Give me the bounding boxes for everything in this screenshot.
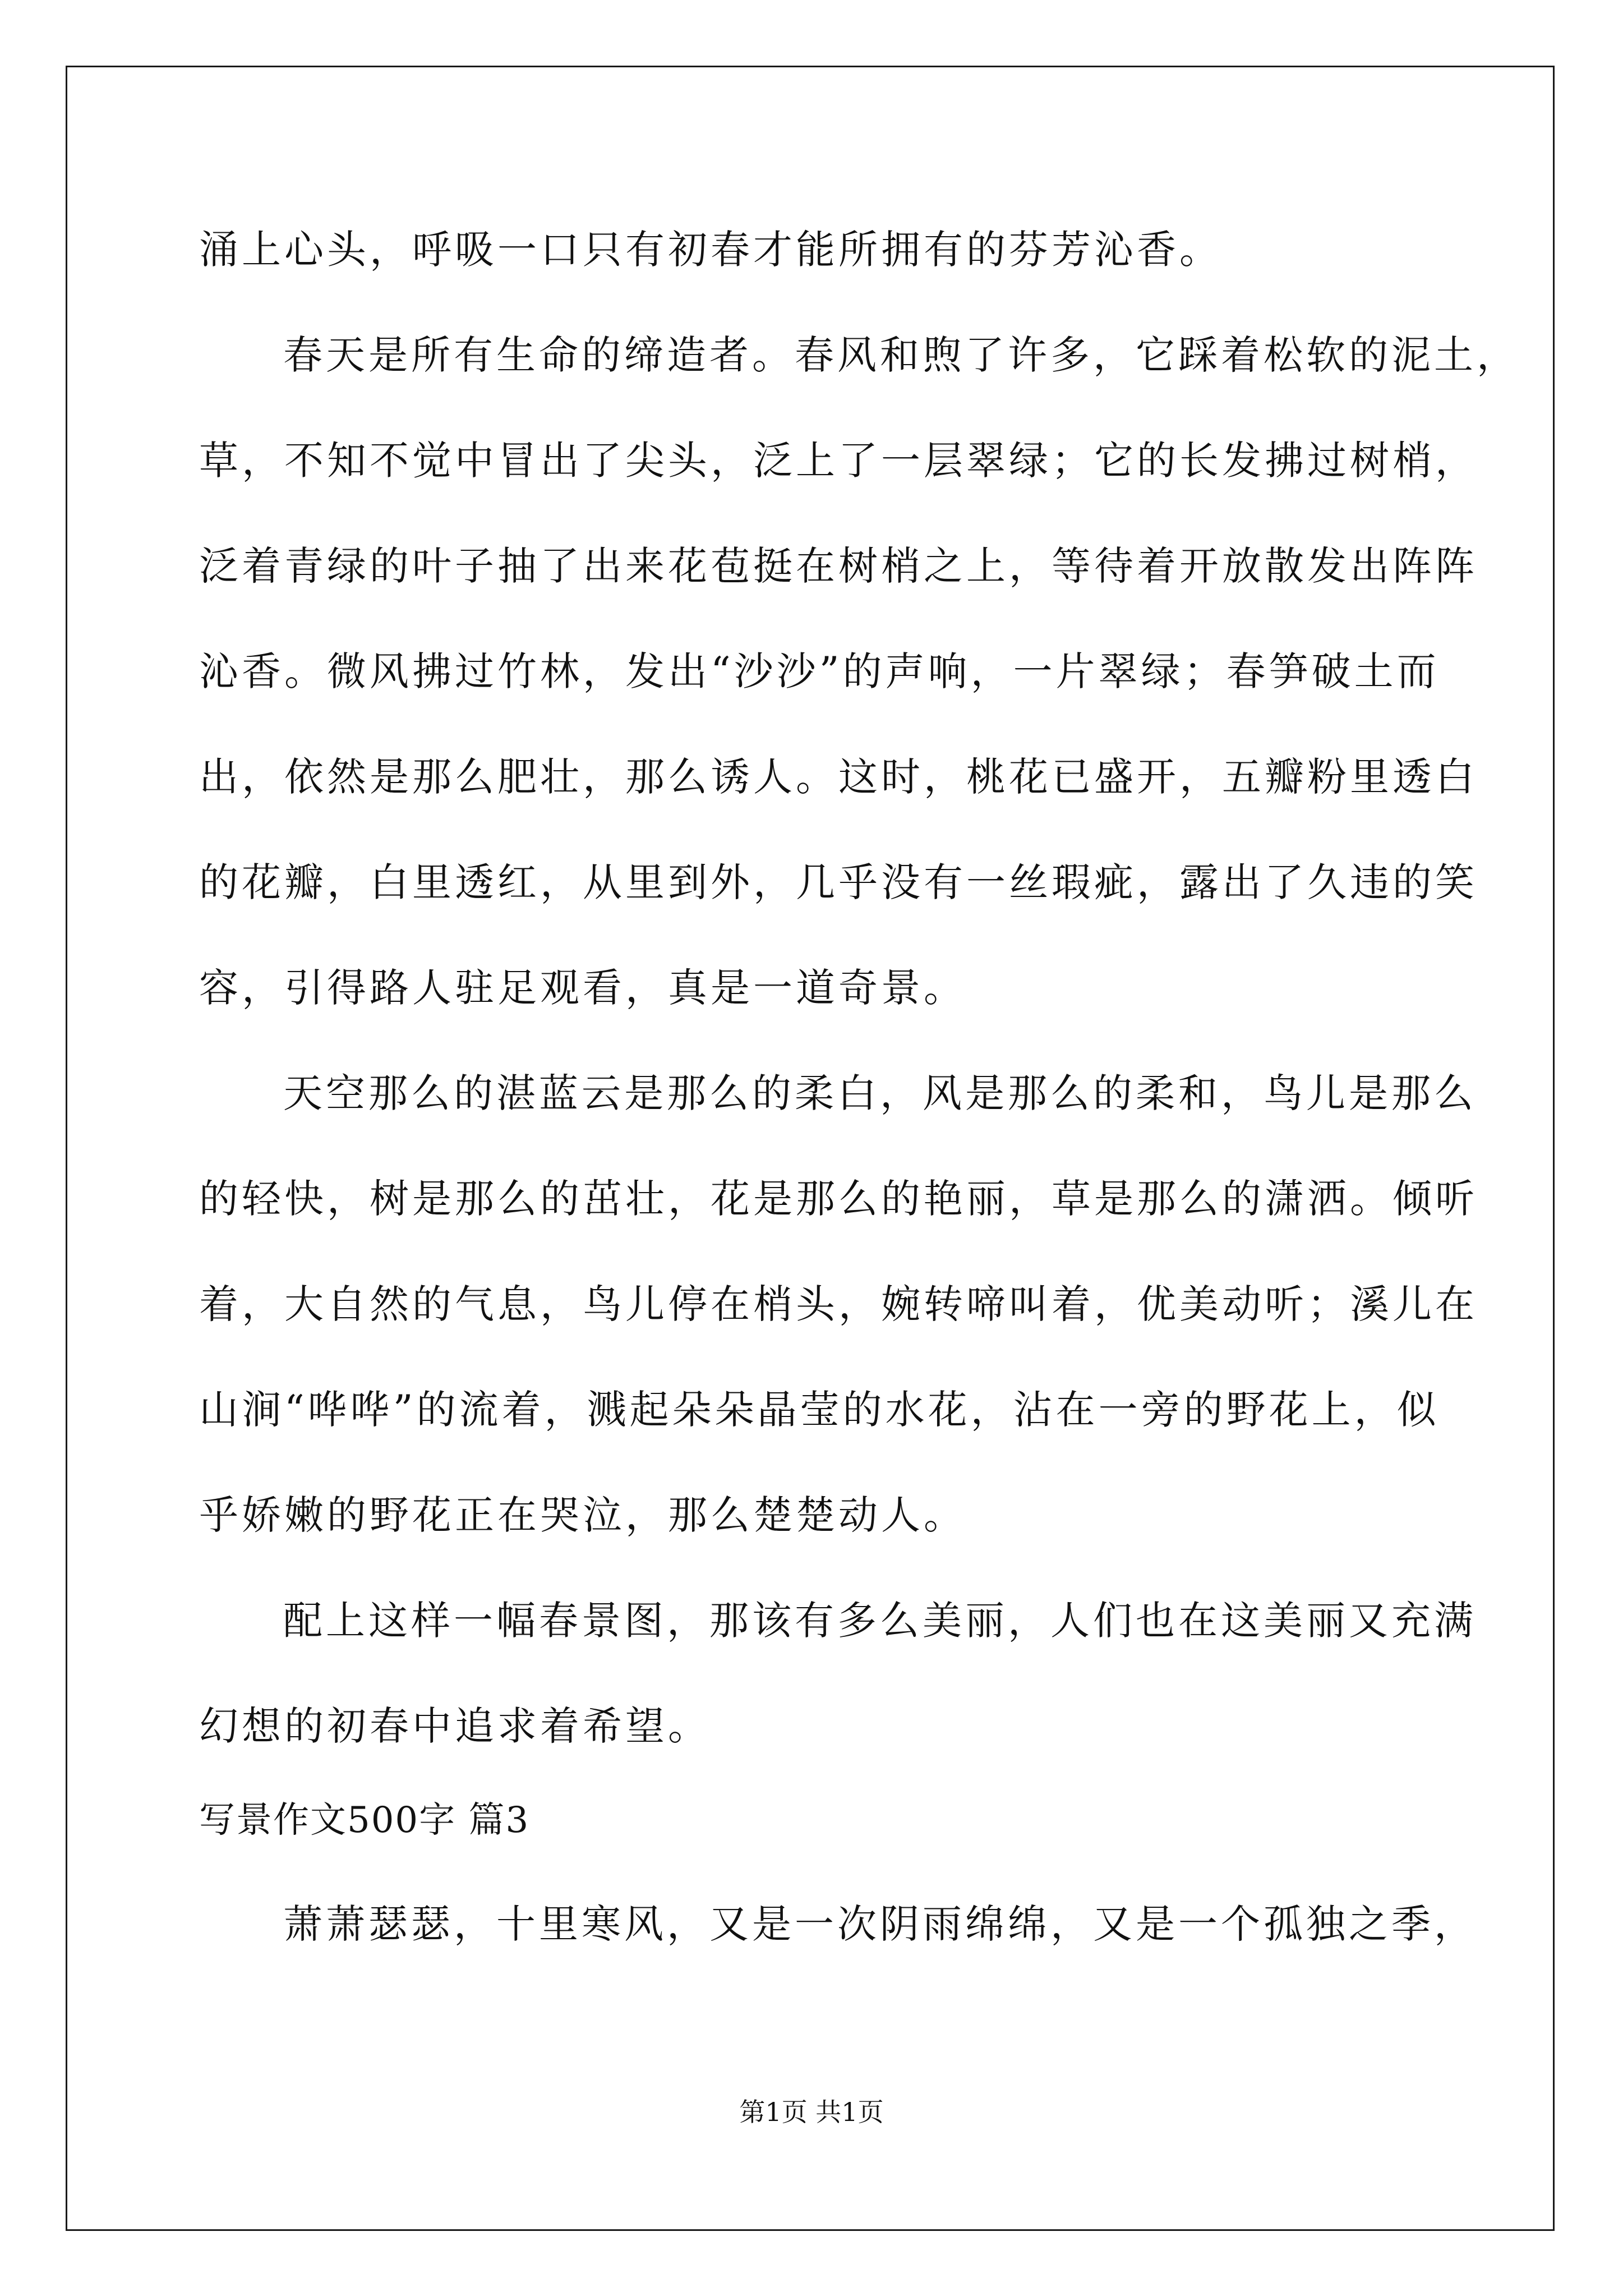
text-line: 的轻快，树是那么的茁壮，花是那么的艳丽，草是那么的潇洒。倾听 xyxy=(199,1176,1478,1222)
text-line: 出，依然是那么肥壮，那么诱人。这时，桃花已盛开，五瓣粉里透白 xyxy=(199,754,1478,800)
text-line: 的花瓣，白里透红，从里到外，几乎没有一丝瑕疵，露出了久违的笑 xyxy=(199,859,1478,905)
text-line: 天空那么的湛蓝云是那么的柔白，风是那么的柔和，鸟儿是那么 xyxy=(283,1070,1477,1116)
page-footer: 第1页 共1页 xyxy=(739,2097,884,2127)
text-line: 涌上心头，呼吸一口只有初春才能所拥有的芬芳沁香。 xyxy=(199,227,1222,273)
text-line: 春天是所有生命的缔造者。春风和煦了许多，它踩着松软的泥土， xyxy=(283,332,1519,378)
text-line: 萧萧瑟瑟，十里寒风，又是一次阴雨绵绵，又是一个孤独之季， xyxy=(283,1901,1477,1947)
text-line: 泛着青绿的叶子抽了出来花苞挺在树梢之上，等待着开放散发出阵阵 xyxy=(199,543,1478,589)
text-line: 沁香。微风拂过竹林，发出“沙沙”的声响，一片翠绿；春笋破土而 xyxy=(199,648,1440,694)
text-line: 配上这样一幅春景图，那该有多么美丽，人们也在这美丽又充满 xyxy=(283,1598,1477,1644)
text-line: 山涧“哗哗”的流着，溅起朵朵晶莹的水花，沾在一旁的野花上，似 xyxy=(199,1387,1440,1433)
text-line: 乎娇嫩的野花正在哭泣，那么楚楚动人。 xyxy=(199,1492,966,1538)
section-heading: 写景作文500字 篇3 xyxy=(199,1800,530,1841)
text-line: 着，大自然的气息，鸟儿停在梢头，婉转啼叫着，优美动听；溪儿在 xyxy=(199,1281,1478,1327)
text-line: 幻想的初春中追求着希望。 xyxy=(199,1703,711,1749)
text-line: 容，引得路人驻足观看，真是一道奇景。 xyxy=(199,965,966,1011)
text-line: 草，不知不觉中冒出了尖头，泛上了一层翠绿；它的长发拂过树梢， xyxy=(199,438,1478,484)
